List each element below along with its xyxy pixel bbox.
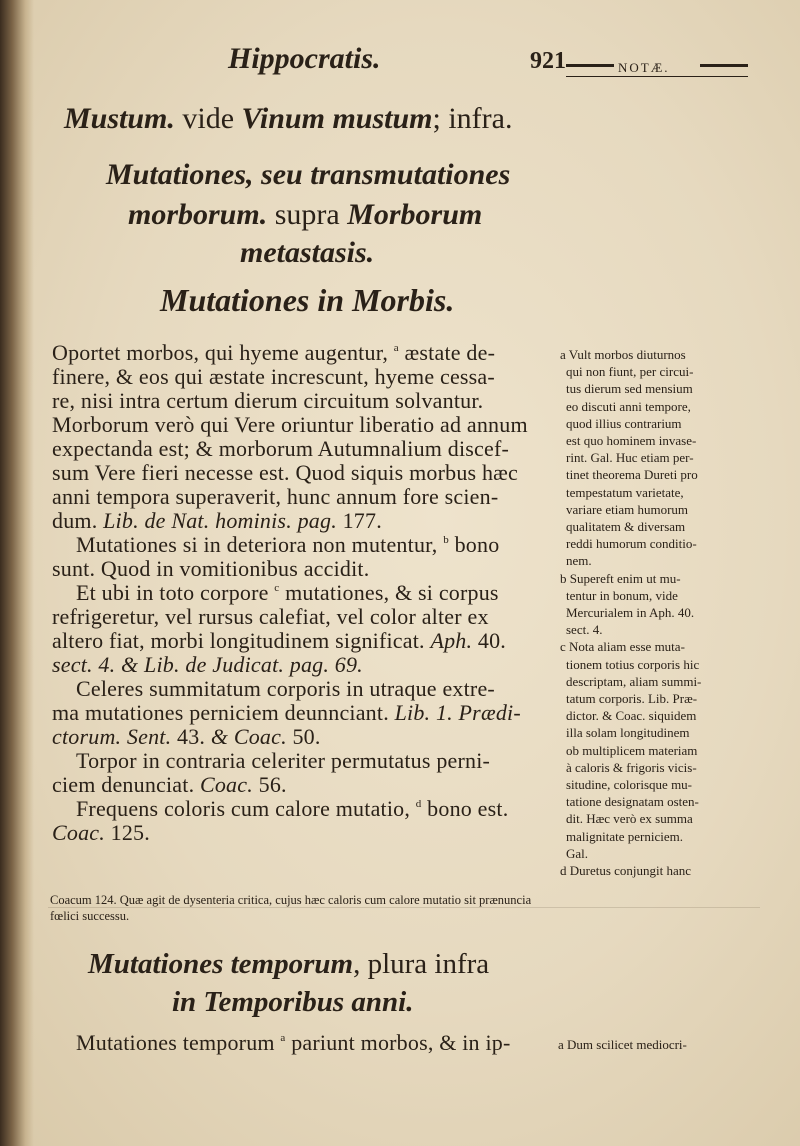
side-note-line: malignitate perniciem. (566, 828, 683, 844)
citation: Lib. 1. Prædi- (394, 700, 521, 725)
text-segment: sunt. Quod in vomitionibus accidit. (52, 556, 370, 581)
entry-mustum-ref: Vinum mustum (241, 102, 433, 135)
main-text-line (76, 796, 508, 822)
side-note-line: tatione designatam osten- (566, 794, 699, 810)
side-note-line: dit. Hæc verò ex summa (566, 811, 693, 827)
text-segment: altero fiat, morbi longitudinem significat. (52, 628, 431, 653)
side-note-line: tentur in bonum, vide (566, 587, 678, 603)
page-number: 921 (530, 48, 566, 74)
section-heading-temporum (88, 948, 489, 981)
entry-mutationes-line2 (128, 198, 482, 232)
side-note-line: sect. 4. (566, 622, 603, 638)
side-note-line: tatum corporis. Lib. Præ- (566, 691, 698, 706)
text-segment: 56. (252, 772, 287, 797)
text-segment: sum Vere fieri necesse est. Quod siquis morbus hæc (52, 460, 519, 485)
last-side-note: a Dum scilicet mediocri- (558, 1037, 687, 1052)
side-note-line: tempestatum varietate, (566, 484, 684, 500)
text-segment: Oportet morbos, qui hyeme augentur, (52, 340, 394, 365)
last-line-after: pariunt morbos, & in ip- (285, 1030, 511, 1055)
citation: Aph. (430, 628, 473, 653)
entry-mustum-headword: Mustum. (64, 102, 175, 135)
side-note-line: a Vult morbos diuturnos (560, 347, 686, 362)
side-note-line: situdine, colorisque mu- (566, 777, 693, 792)
side-note-line: d Duretus conjungit hanc (560, 863, 692, 878)
side-note-line: tus dierum sed mensium (566, 381, 693, 397)
side-note-line: Mercurialem in Aph. 40. (566, 605, 695, 620)
footnote-line-2: fœlici successu. (50, 909, 130, 923)
temporum-heading-line2: in Temporibus anni. (172, 986, 414, 1018)
side-note-line: b Supereft enim ut mu- (560, 570, 681, 586)
main-text-line (52, 364, 495, 390)
text-segment: bono est. (421, 796, 509, 821)
side-note-line: est quo hominem invase- (566, 433, 697, 448)
temporum-heading-roman: , plura infra (353, 948, 490, 980)
entry-mutationes-supra: supra (267, 198, 348, 231)
header-rule-left (566, 64, 614, 67)
note-marker: c (274, 582, 280, 594)
citation: Coac. (52, 820, 105, 845)
side-note-line: descriptam, aliam summi- (566, 673, 702, 689)
text-segment: anni tempora superaverit, hunc annum fore scien- (52, 484, 499, 509)
text-segment: Morborum verò qui Vere oriuntur liberatio ad annum (52, 412, 528, 437)
citation: ctorum. Sent. (52, 724, 172, 749)
text-segment: finere, & eos qui æstate increscunt, hyeme cessa- (52, 364, 495, 389)
main-text-line (52, 340, 495, 366)
text-segment: refrigeretur, vel rursus calefiat, vel color alter ex (52, 604, 489, 629)
main-text-line (52, 604, 489, 630)
side-note-line: variare etiam humorum (566, 501, 689, 517)
main-text-line (52, 700, 521, 726)
side-note-line: eo discuti anni tempore, (566, 398, 691, 414)
text-segment: 43. (171, 724, 211, 749)
text-segment: Mutationes si in deteriora non mutentur, (76, 532, 444, 557)
text-segment: ma mutationes perniciem deunnciant. (52, 700, 395, 725)
side-note-line: c Nota aliam esse muta- (560, 639, 685, 655)
last-line-note-marker: a (280, 1032, 286, 1044)
main-text-line (76, 532, 499, 558)
main-text-line (52, 412, 528, 438)
text-segment: bono (448, 532, 500, 557)
last-line-text: Mutationes temporum (76, 1030, 281, 1055)
text-segment: ciem denunciat. (52, 772, 200, 797)
entry-mustum-see: vide (174, 102, 242, 135)
side-note-line: tionem totius corporis hic (566, 656, 700, 672)
side-note-line: qui non fiunt, per circui- (566, 364, 694, 380)
side-note-line: rint. Gal. Huc etiam per- (566, 450, 694, 466)
citation: Lib. de Nat. hominis. pag. (103, 508, 337, 533)
side-note-line: qualitatem & diversam (566, 519, 686, 534)
text-segment: 50. (286, 724, 321, 749)
text-segment: 177. (336, 508, 382, 533)
side-note-line: illa solam longitudinem (566, 725, 690, 741)
entry-mutationes-line1: Mutationes, seu transmutationes (106, 158, 511, 191)
entry-mutationes-morborum: morborum. (128, 198, 268, 231)
temporum-heading-italic: Mutationes temporum (88, 948, 354, 980)
text-segment: re, nisi intra certum dierum circuitum solvantur. (52, 388, 484, 413)
notae-label: NOTÆ. (618, 60, 670, 75)
citation: Coac. (199, 772, 253, 797)
text-segment: dum. (52, 508, 104, 533)
side-note-line: quod illius contrarium (566, 415, 682, 431)
last-main-line (76, 1030, 511, 1056)
main-text-line (76, 580, 499, 606)
footnote-line-1: Coacum 124. Quæ agit de dysenteria critica, cujus hæc caloris cum calore mutatio sit prænuncia (50, 893, 532, 907)
text-segment: Torpor in contraria celeriter permutatus perni- (76, 748, 491, 773)
main-text-line (52, 652, 363, 678)
note-marker: d (415, 798, 422, 810)
text-segment: expectanda est; & morborum Autumnalium discef- (52, 436, 510, 461)
book-spine-shadow (0, 0, 34, 1146)
entry-mutationes-line3: metastasis. (240, 236, 375, 269)
entry-mustum-tail: ; infra. (432, 102, 513, 135)
main-text-line (52, 724, 321, 750)
side-note-line: tinet theorema Dureti pro (566, 467, 698, 483)
main-text-line (52, 388, 483, 414)
text-segment: Frequens coloris cum calore mutatio, (76, 796, 416, 821)
main-text-line (52, 508, 382, 534)
header-rule-right (700, 64, 748, 67)
main-text-line (76, 748, 490, 774)
citation: sect. 4. & Lib. de Judicat. pag. 69. (52, 652, 363, 677)
main-text-line (52, 484, 498, 510)
text-segment: 40. (472, 628, 507, 653)
text-segment: mutationes, & si corpus (279, 580, 499, 605)
side-note-line: dictor. & Coac. siquidem (566, 708, 697, 724)
side-note-line: Gal. (566, 845, 589, 861)
citation: & Coac. (210, 724, 287, 749)
text-segment: Celeres summitatum corporis in utraque extre- (76, 676, 495, 701)
main-text-line (52, 772, 287, 798)
main-text-line (76, 676, 495, 702)
text-segment: æstate de- (398, 340, 496, 365)
main-text-line (52, 628, 506, 654)
text-segment: 125. (104, 820, 150, 845)
note-marker: b (443, 534, 449, 546)
side-note-line: reddi humorum conditio- (566, 536, 697, 552)
side-note-line: à caloris & frigoris vicis- (566, 759, 697, 775)
running-title: Hippocratis. (228, 42, 381, 75)
main-text-line (52, 820, 150, 846)
side-note-line: ob multiplicem materiam (566, 742, 698, 758)
note-marker: a (393, 342, 399, 354)
main-text-line (52, 460, 518, 486)
section-heading-morbis: Mutationes in Morbis. (160, 282, 455, 318)
side-note-line: nem. (566, 553, 592, 569)
entry-mustum (64, 102, 512, 136)
entry-mutationes-ref: Morborum (347, 198, 483, 231)
main-text-line (52, 556, 369, 582)
text-segment: Et ubi in toto corpore (76, 580, 275, 605)
main-text-line (52, 436, 509, 462)
header-underline (566, 76, 748, 77)
